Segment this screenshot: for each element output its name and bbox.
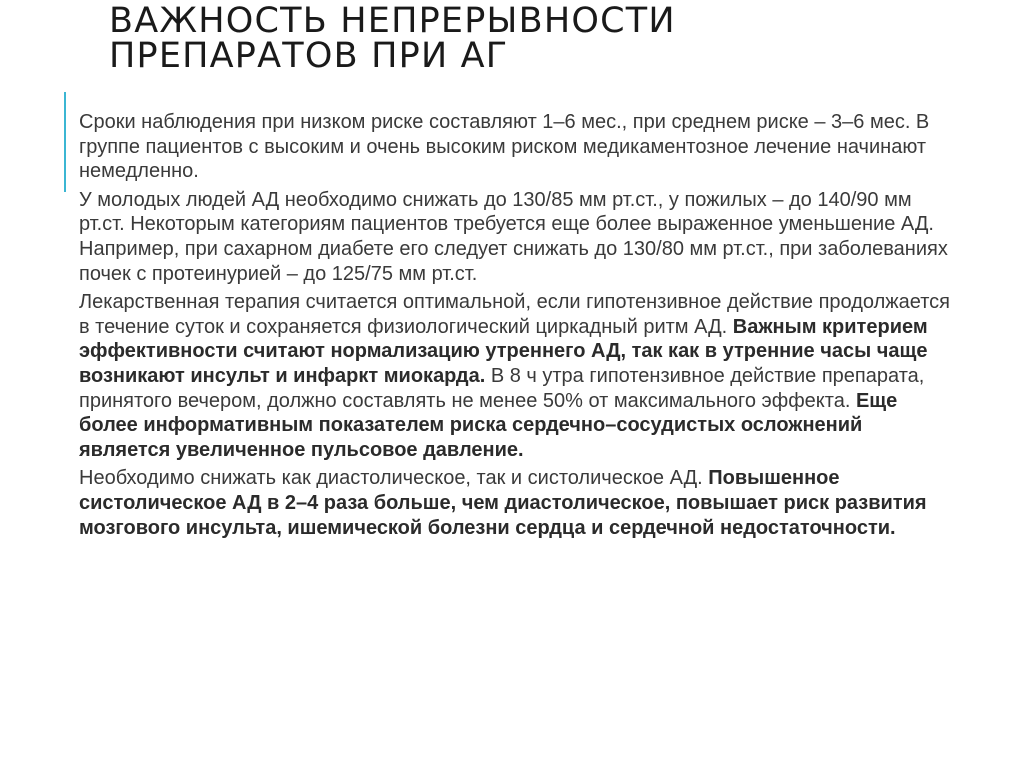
slide-title-line-2: ПРЕПАРАТОВ ПРИ АГ	[109, 36, 509, 76]
paragraph-text: Необходимо снижать как диастолическое, так и систолическое АД.	[79, 467, 709, 490]
slide-body	[79, 110, 959, 544]
slide-title	[109, 1, 989, 76]
paragraph-drug-therapy	[79, 290, 959, 462]
paragraph-text: У молодых людей АД необходимо снижать до 130/85 мм рт.ст., у пожилых – до 140/90 мм рт.ст. Некоторым категориям пациентов требуется еще более выраженное уменьшение АД. Например, при сахарном диабете его следует снижать до 130/80 мм рт.ст., при заболеваниях почек с протеинурией – до 125/75 мм рт.ст.	[79, 188, 948, 285]
paragraph-target-pressure	[79, 188, 959, 286]
paragraph-bold-text: Важным критерием эффективности считают нормализацию утреннего АД, так как в утренние часы чаще возникают инсульт и инфаркт миокарда.	[79, 315, 928, 387]
paragraph-bold-text: Повышенное систолическое АД в 2–4 раза больше, чем диастолическое, повышает риск развития мозгового инсульта, ишемической болезни сердца и сердечной недостаточности.	[79, 467, 927, 539]
accent-bar	[64, 92, 66, 192]
paragraph-text: Лекарственная терапия считается оптимальной, если гипотензивное действие продолжается в течение суток и сохраняется физиологический циркадный ритм АД.	[79, 291, 950, 338]
paragraph-bold-text: Еще более информативным показателем риска сердечно–сосудистых осложнений является увеличенное пульсовое давление.	[79, 389, 898, 461]
slide-title-line-1: ВАЖНОСТЬ НЕПРЕРЫВНОСТИ	[109, 1, 676, 41]
paragraph-text: В 8 ч утра гипотензивное действие препарата, принятого вечером, должно составлять не менее 50% от максимального эффекта.	[79, 364, 925, 412]
paragraph-observation-terms	[79, 110, 959, 184]
paragraph-text: Сроки наблюдения при низком риске составляют 1–6 мес., при среднем риске – 3–6 мес. В группе пациентов с высоким и очень высоким риском медикаментозное лечение начинают немедленно.	[79, 111, 930, 183]
paragraph-systolic-diastolic	[79, 466, 959, 540]
